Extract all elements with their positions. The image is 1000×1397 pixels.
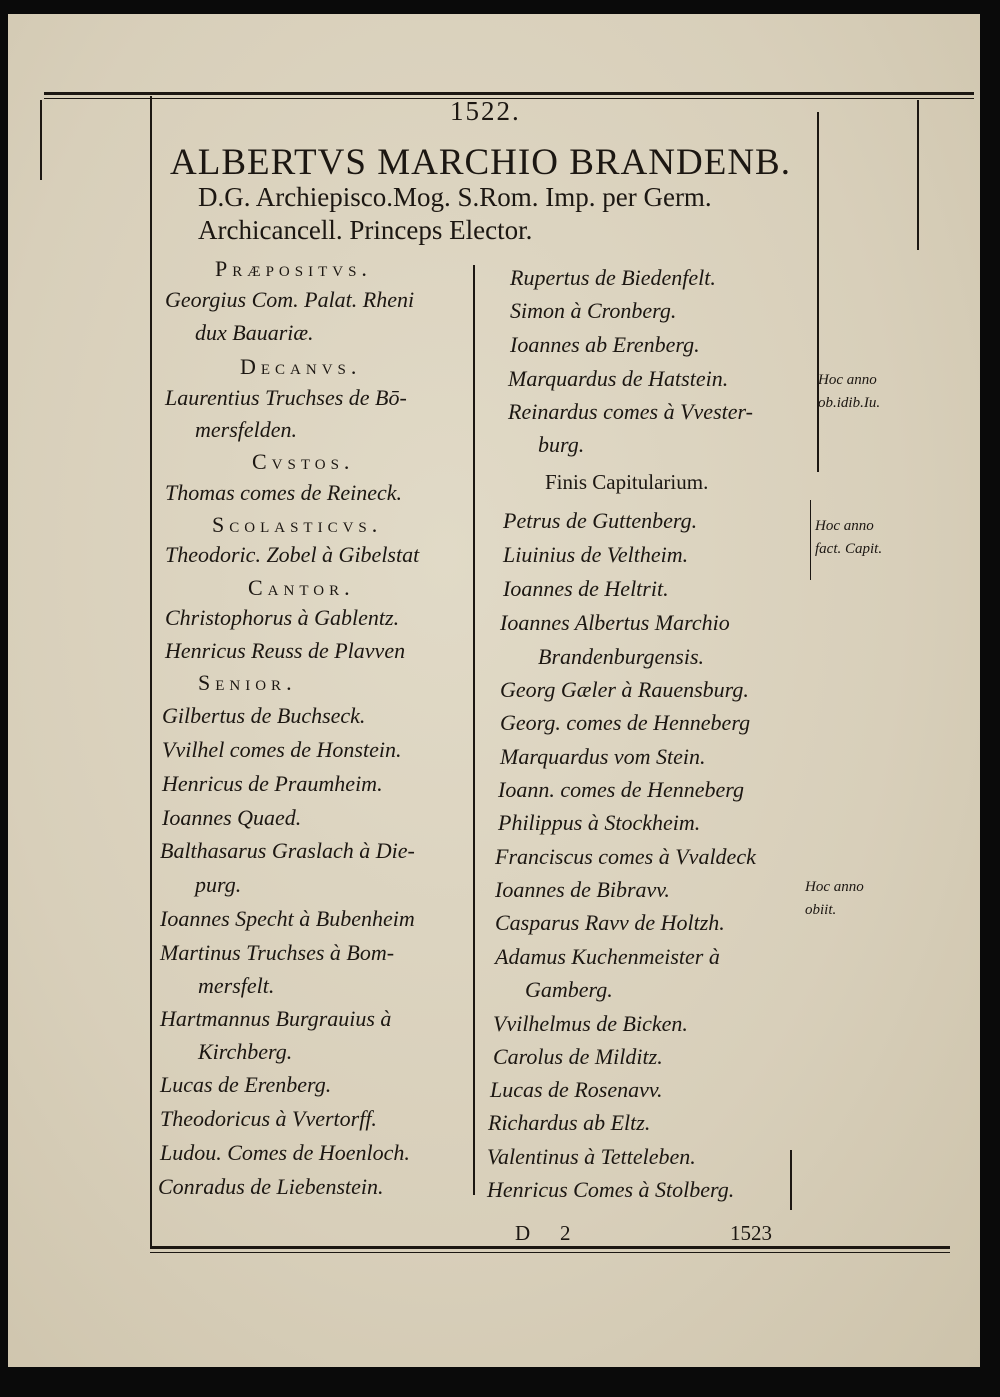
list-item: Ioannes Quaed. (162, 805, 302, 830)
list-item-continuation: burg. (538, 432, 585, 457)
heading-cantor: Cantor. (248, 575, 355, 600)
list-item: Henricus Reuss de Plavven (165, 638, 406, 663)
list-item: Richardus ab Eltz. (488, 1110, 651, 1135)
list-item: Thomas comes de Reineck. (165, 480, 403, 505)
list-item: Laurentius Truchses de Bō- (165, 385, 407, 410)
list-item: Henricus de Praumheim. (162, 771, 383, 796)
top-rule (44, 92, 974, 95)
heading-custos: Cvstos. (252, 449, 355, 474)
list-item: Franciscus comes à Vvaldeck (495, 844, 756, 869)
list-item: Adamus Kuchenmeister à (495, 944, 720, 969)
list-item: Valentinus à Tetteleben. (487, 1144, 696, 1169)
bottom-rule (150, 1246, 950, 1249)
list-item: Ioannes de Heltrit. (503, 576, 669, 601)
list-item: Ioann. comes de Henneberg (498, 777, 744, 802)
list-item: Vvilhelmus de Bicken. (493, 1011, 688, 1036)
margin-note: Hoc anno obiit. (805, 879, 864, 918)
page-title: ALBERTVS MARCHIO BRANDENB. (170, 142, 791, 183)
list-item-continuation: purg. (195, 872, 242, 897)
page-subtitle-line2: Archicancell. Princeps Elector. (198, 215, 533, 245)
list-item: Hartmannus Burgrauius à (160, 1006, 392, 1031)
list-item: Petrus de Guttenberg. (503, 508, 698, 533)
list-item: Balthasarus Graslach à Die- (160, 838, 415, 863)
right-margin-line (817, 112, 819, 472)
list-item-continuation: mersfelden. (195, 417, 298, 442)
list-item: Philippus à Stockheim. (498, 810, 701, 835)
right-frame-line (917, 100, 919, 250)
list-item: Rupertus de Biedenfelt. (510, 265, 716, 290)
heading-decanus: Decanvs. (240, 354, 362, 379)
signature-mark: D (515, 1221, 531, 1245)
signature-number: 2 (560, 1221, 571, 1245)
list-item-continuation: Kirchberg. (198, 1039, 293, 1064)
heading-senior: Senior. (198, 670, 297, 695)
right-margin-line-bottom (790, 1150, 792, 1210)
list-item: Christophorus à Gablentz. (165, 605, 400, 630)
list-item: Casparus Ravv de Holtzh. (495, 910, 725, 935)
list-item: Gilbertus de Buchseck. (162, 703, 366, 728)
list-item: Martinus Truchses à Bom- (160, 940, 395, 965)
list-item-continuation: Brandenburgensis. (538, 644, 705, 669)
list-item: Conradus de Liebenstein. (158, 1174, 384, 1199)
list-item: Vvilhel comes de Honstein. (162, 737, 402, 762)
page-year: 1522. (450, 96, 521, 126)
list-item: Henricus Comes à Stolberg. (487, 1177, 735, 1202)
list-item: Carolus de Milditz. (493, 1044, 663, 1069)
list-item: Theodoric. Zobel à Gibelstat (165, 542, 420, 567)
list-item: Lucas de Erenberg. (160, 1072, 332, 1097)
list-item: Ludou. Comes de Hoenloch. (160, 1140, 410, 1165)
heading-scolasticus: Scolasticvs. (212, 512, 383, 537)
list-item: Ioannes Albertus Marchio (500, 610, 730, 635)
margin-note: Hoc anno ob.idib.Iu. (818, 372, 881, 411)
bottom-rule-thin (150, 1252, 950, 1253)
list-item: Marquardus de Hatstein. (508, 366, 729, 391)
list-item: Lucas de Rosenavv. (490, 1077, 663, 1102)
list-item-continuation: mersfelt. (198, 973, 275, 998)
list-item: Georgius Com. Palat. Rheni (165, 287, 415, 312)
list-item: Georg. comes de Henneberg (500, 710, 751, 735)
list-item: Simon à Cronberg. (510, 298, 677, 323)
margin-note: Hoc anno fact. Capit. (815, 518, 883, 557)
list-item: Liuinius de Veltheim. (503, 542, 689, 567)
heading-praepositus: Præpositvs. (215, 256, 372, 281)
list-item: Ioannes Specht à Bubenheim (160, 906, 415, 931)
right-margin-line-lower (810, 500, 811, 580)
list-item-continuation: Gamberg. (525, 977, 613, 1002)
list-item: Ioannes ab Erenberg. (510, 332, 700, 357)
list-item: Georg Gæler à Rauensburg. (500, 677, 749, 702)
catchword: 1523 (730, 1221, 772, 1245)
left-outer-line (40, 100, 42, 180)
list-item: Ioannes de Bibravv. (495, 877, 670, 902)
column-divider (473, 265, 475, 1195)
list-item-continuation: dux Bauariæ. (195, 320, 314, 345)
list-item: Reinardus comes à Vvester- (508, 399, 753, 424)
page-subtitle-line1: D.G. Archiepisco.Mog. S.Rom. Imp. per Germ. (198, 182, 712, 212)
list-item: Marquardus vom Stein. (500, 744, 706, 769)
finis-capitularium: Finis Capitularium. (545, 470, 709, 494)
left-frame-line (150, 96, 152, 1246)
list-item: Theodoricus à Vvertorff. (160, 1106, 377, 1131)
